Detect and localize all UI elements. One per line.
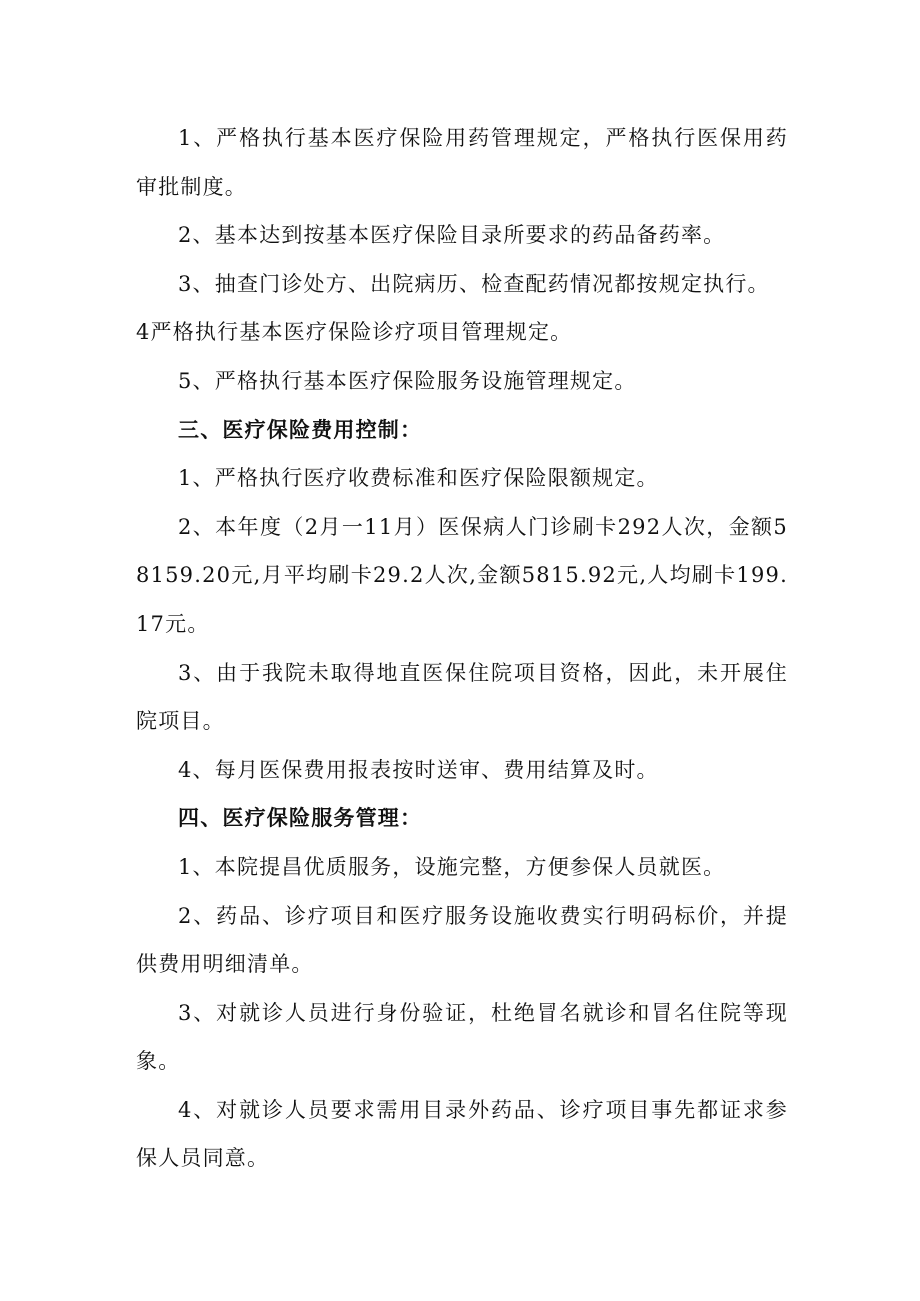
paragraph-treatment-items: 4严格执行基本医疗保险诊疗项目管理规定。	[136, 320, 573, 345]
paragraph-service-facilities: 5、严格执行基本医疗保险服务设施管理规定。	[178, 368, 637, 393]
paragraph-drug-stock-rate: 2、基本达到按基本医疗保险目录所要求的药品备药率。	[178, 223, 726, 248]
section-heading-service-management: 四、医疗保险服务管理：	[178, 805, 423, 831]
paragraph-identity-verification: 3、对就诊人员进行身份验证，杜绝冒名就诊和冒名住院等现象。	[136, 1000, 788, 1074]
paragraph-monthly-reports: 4、每月医保费用报表按时送审、费用结算及时。	[178, 757, 659, 782]
paragraph-inpatient-qualification: 3、由于我院未取得地直医保住院项目资格，因此，未开展住院项目。	[136, 660, 788, 734]
paragraph-card-statistics: 2、本年度（2月一11月）医保病人门诊刷卡292人次，金额58159.20元,月平均刷卡29.2人次,金额5815.92元,人均刷卡199.17元。	[136, 514, 788, 636]
paragraph-consent: 4、对就诊人员要求需用目录外药品、诊疗项目事先都证求参保人员同意。	[136, 1097, 788, 1171]
paragraph-quality-service: 1、本院提昌优质服务，设施完整，方便参保人员就医。	[178, 854, 726, 879]
section-heading-cost-control: 三、医疗保险费用控制：	[178, 416, 423, 442]
paragraph-drug-management: 1、严格执行基本医疗保险用药管理规定，严格执行医保用药审批制度。	[136, 126, 788, 199]
document-body	[136, 114, 788, 1183]
paragraph-prescription-check: 3、抽查门诊处方、出院病历、检查配药情况都按规定执行。	[178, 271, 770, 296]
paragraph-fee-standards: 1、严格执行医疗收费标准和医疗保险限额规定。	[178, 466, 659, 491]
paragraph-price-marking: 2、药品、诊疗项目和医疗服务设施收费实行明码标价，并提供费用明细清单。	[136, 903, 788, 977]
